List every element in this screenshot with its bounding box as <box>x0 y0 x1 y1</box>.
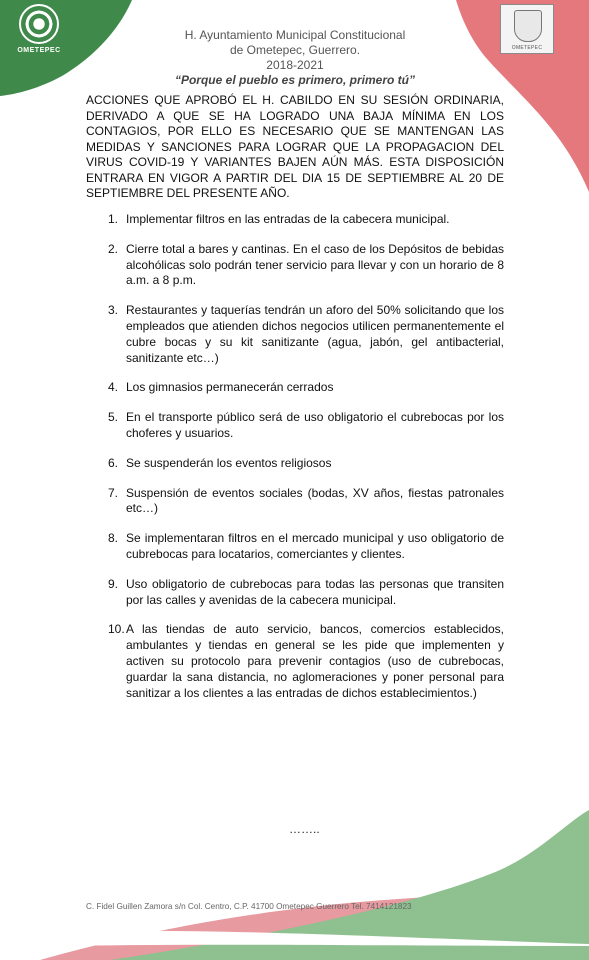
list-item <box>108 242 504 289</box>
list-item <box>108 212 504 228</box>
list-item-text: Se suspenderán los eventos religiosos <box>126 455 332 470</box>
list-item-number: 2. <box>108 241 119 256</box>
list-item-text: Uso obligatorio de cubrebocas para todas las personas que transiten por las calles y avenidas de la cabecera municipal. <box>126 576 504 607</box>
municipal-logo <box>14 4 64 62</box>
list-item <box>108 303 504 366</box>
seal-name: OMETEPEC <box>511 45 543 51</box>
list-item-number: 5. <box>108 410 119 425</box>
list-item <box>108 577 504 609</box>
list-item-number: 1. <box>108 212 119 226</box>
header-line-1: H. Ayuntamiento Municipal Constitucional <box>184 28 406 42</box>
list-item-text: En el transporte público será de uso obligatorio el cubrebocas por los choferes y usuarios. <box>126 410 504 440</box>
list-item-text: Restaurantes y taquerías tendrán un aforo del 50% solicitando que los empleados que atienden dichos negocios utilicen permanentemente el cubre bocas y su kit sanitizante (agua, jabón, gel antibacterial, sanitizante etc…) <box>126 303 504 365</box>
list-item-number: 8. <box>108 531 119 546</box>
header-line-3: 2018-2021 <box>266 58 324 72</box>
list-item <box>108 486 504 518</box>
list-item-number: 4. <box>108 380 119 395</box>
list-item-number: 7. <box>108 485 119 500</box>
list-item-text: Los gimnasios permanecerán cerrados <box>126 380 334 395</box>
motto: “Porque el pueblo es primero, primero tú” <box>174 73 416 87</box>
list-item-text: Suspensión de eventos sociales (bodas, XV años, fiestas patronales etc…) <box>126 485 504 516</box>
footer-address: C. Fidel Guillen Zamora s/n Col. Centro, C.P. 41700 Ometepec Guerrero Tel. 7414121823 <box>86 902 412 911</box>
letterhead <box>160 28 430 88</box>
shield-icon <box>514 10 542 42</box>
list-item-text: Implementar filtros en las entradas de la cabecera municipal. <box>126 212 450 226</box>
header-line-2: de Ometepec, Guerrero. <box>229 43 361 57</box>
list-item-text: Cierre total a bares y cantinas. En el caso de los Depósitos de bebidas alcohólicas solo podrán tener servicio para llevar y con un horario de 8 a.m. a 8 p.m. <box>126 241 504 288</box>
list-item <box>108 380 504 396</box>
list-item-text: Se implementaran filtros en el mercado municipal y uso obligatorio de cubrebocas para locatarios, comerciantes y clientes. <box>126 531 504 561</box>
measures-list <box>108 212 504 701</box>
list-item-text: A las tiendas de auto servicio, bancos, comercios establecidos, ambulantes y tiendas en general se les pide que implementen y activen su protocolo para prevenir contagios (uso de cubrebocas, guardar la sana distancia, no aglomeraciones y poner personal para sanitizar a los clientes a las entradas de dichos establecimientos.) <box>126 622 504 700</box>
logo-name: OMETEPEC <box>17 47 61 54</box>
flower-emblem-icon <box>19 4 59 44</box>
list-item <box>108 622 504 701</box>
list-item-number: 9. <box>108 576 119 591</box>
list-item-number: 10. <box>108 622 125 637</box>
coat-of-arms-seal <box>500 4 554 54</box>
list-item-number: 3. <box>108 303 119 318</box>
intro-paragraph: ACCIONES QUE APROBÓ EL H. CABILDO EN SU SESIÓN ORDINARIA, DERIVADO A QUE SE HA LOGRADO UNA BAJA MÍNIMA EN LOS CONTAGIOS, POR ELLO ES NECESARIO QUE SE MANTENGAN LAS MEDIDAS Y SANCIONES PARA LOGRAR QUE LA PROPAGACION DEL VIRUS COVID-19 Y VARIANTES BAJEN AÚN MÁS. ESTA DISPOSICIÓN ENTRARA EN VIGOR A PARTIR DEL DIA 15 DE SEPTIEMBRE AL 20 DE SEPTIEMBRE DEL PRESENTE AÑO. <box>86 93 504 200</box>
end-mark: …….. <box>289 822 320 836</box>
list-item <box>108 456 504 472</box>
list-item <box>108 410 504 442</box>
list-item-number: 6. <box>108 455 119 470</box>
list-item <box>108 531 504 563</box>
